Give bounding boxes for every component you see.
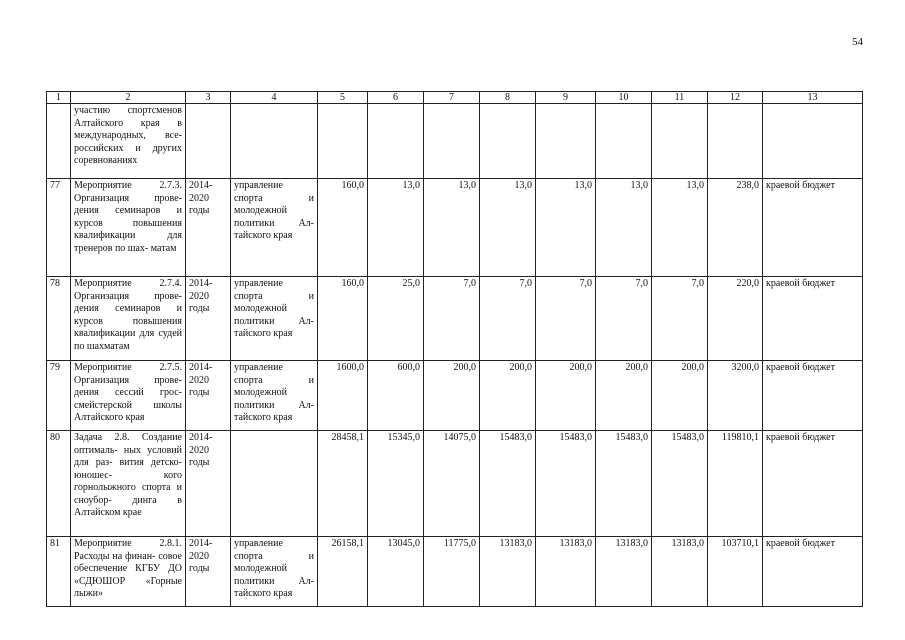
cell-no: 81 — [47, 537, 71, 607]
column-header: 2 — [71, 92, 186, 104]
cell-value: 26158,1 — [318, 537, 368, 607]
column-header: 1 — [47, 92, 71, 104]
cell-executor: управление спорта и молодежной политики Ал- тайского края — [231, 361, 318, 431]
column-header: 11 — [652, 92, 708, 104]
cell-value: 13,0 — [424, 179, 480, 277]
cell-value: 25,0 — [368, 277, 424, 361]
table-row — [47, 431, 863, 537]
cell-value: 1600,0 — [318, 361, 368, 431]
cell-value: 13045,0 — [368, 537, 424, 607]
cell-value: 15483,0 — [480, 431, 536, 537]
cell-value: 13183,0 — [536, 537, 596, 607]
column-header: 12 — [708, 92, 763, 104]
cell-name: Задача 2.8. Создание оптималь- ных условий для раз- вития детско-юношес- кого горнолыжного спорта и сноубор- динга в Алтайском крае — [71, 431, 186, 537]
cell-name: Мероприятие 2.7.5. Организация прове- дения сессий грос- смейстерской школы Алтайского края — [71, 361, 186, 431]
column-header: 9 — [536, 92, 596, 104]
cell-source: краевой бюджет — [763, 179, 863, 277]
table-row — [47, 277, 863, 361]
cell-value: 7,0 — [480, 277, 536, 361]
column-header: 3 — [186, 92, 231, 104]
cell-value: 7,0 — [652, 277, 708, 361]
cell-name: Мероприятие 2.7.3. Организация прове- дения семинаров и курсов повышения квалификации для тренеров по шах- матам — [71, 179, 186, 277]
table-row-continued — [47, 104, 863, 179]
cell-executor: управление спорта и молодежной политики Ал- тайского края — [231, 537, 318, 607]
column-header: 4 — [231, 92, 318, 104]
table-row — [47, 179, 863, 277]
cell-value: 14075,0 — [424, 431, 480, 537]
cell-period: 2014- 2020 годы — [186, 179, 231, 277]
cell-name: участию спортсменов Алтайского края в международных, все- российских и других соревнованиях — [71, 104, 186, 179]
cell-value: 11775,0 — [424, 537, 480, 607]
cell-executor: управление спорта и молодежной политики Ал- тайского края — [231, 179, 318, 277]
cell-value: 7,0 — [536, 277, 596, 361]
table-row — [47, 537, 863, 607]
cell-no: 77 — [47, 179, 71, 277]
budget-table — [46, 91, 863, 607]
cell-value: 200,0 — [536, 361, 596, 431]
column-header: 6 — [368, 92, 424, 104]
cell-period: 2014- 2020 годы — [186, 361, 231, 431]
cell-name: Мероприятие 2.8.1. Расходы на финан- совое обеспечение КГБУ ДО «СДЮШОР «Горные лыжи» — [71, 537, 186, 607]
cell-value: 13,0 — [652, 179, 708, 277]
column-header: 5 — [318, 92, 368, 104]
cell-period: 2014- 2020 годы — [186, 277, 231, 361]
cell-name: Мероприятие 2.7.4. Организация прове- дения семинаров и курсов повышения квалификации для судей по шахматам — [71, 277, 186, 361]
cell-executor: управление спорта и молодежной политики Ал- тайского края — [231, 277, 318, 361]
cell-value: 13183,0 — [596, 537, 652, 607]
cell-no: 80 — [47, 431, 71, 537]
column-number-row — [47, 92, 863, 104]
cell-no: 79 — [47, 361, 71, 431]
cell-value: 28458,1 — [318, 431, 368, 537]
page-number: 54 — [852, 36, 863, 48]
cell-value: 13183,0 — [652, 537, 708, 607]
cell-no: 78 — [47, 277, 71, 361]
cell-value: 15483,0 — [652, 431, 708, 537]
cell-source: краевой бюджет — [763, 361, 863, 431]
cell-value: 15345,0 — [368, 431, 424, 537]
column-header: 10 — [596, 92, 652, 104]
cell-value: 600,0 — [368, 361, 424, 431]
cell-value: 13,0 — [480, 179, 536, 277]
column-header: 7 — [424, 92, 480, 104]
cell-value: 15483,0 — [536, 431, 596, 537]
cell-value: 200,0 — [480, 361, 536, 431]
cell-value: 160,0 — [318, 277, 368, 361]
cell-value: 220,0 — [708, 277, 763, 361]
cell-period: 2014- 2020 годы — [186, 537, 231, 607]
cell-value: 200,0 — [652, 361, 708, 431]
cell-value: 15483,0 — [596, 431, 652, 537]
cell-source: краевой бюджет — [763, 431, 863, 537]
column-header: 13 — [763, 92, 863, 104]
cell-value: 119810,1 — [708, 431, 763, 537]
cell-value: 238,0 — [708, 179, 763, 277]
cell-value: 13,0 — [596, 179, 652, 277]
cell-source: краевой бюджет — [763, 537, 863, 607]
table-row — [47, 361, 863, 431]
cell-value: 7,0 — [596, 277, 652, 361]
cell-value: 103710,1 — [708, 537, 763, 607]
cell-value: 200,0 — [424, 361, 480, 431]
cell-value: 13183,0 — [480, 537, 536, 607]
cell-value: 3200,0 — [708, 361, 763, 431]
cell-value: 13,0 — [368, 179, 424, 277]
cell-executor — [231, 431, 318, 537]
cell-value: 200,0 — [596, 361, 652, 431]
cell-value: 13,0 — [536, 179, 596, 277]
cell-source: краевой бюджет — [763, 277, 863, 361]
cell-value: 7,0 — [424, 277, 480, 361]
cell-value: 160,0 — [318, 179, 368, 277]
column-header: 8 — [480, 92, 536, 104]
cell-period: 2014- 2020 годы — [186, 431, 231, 537]
